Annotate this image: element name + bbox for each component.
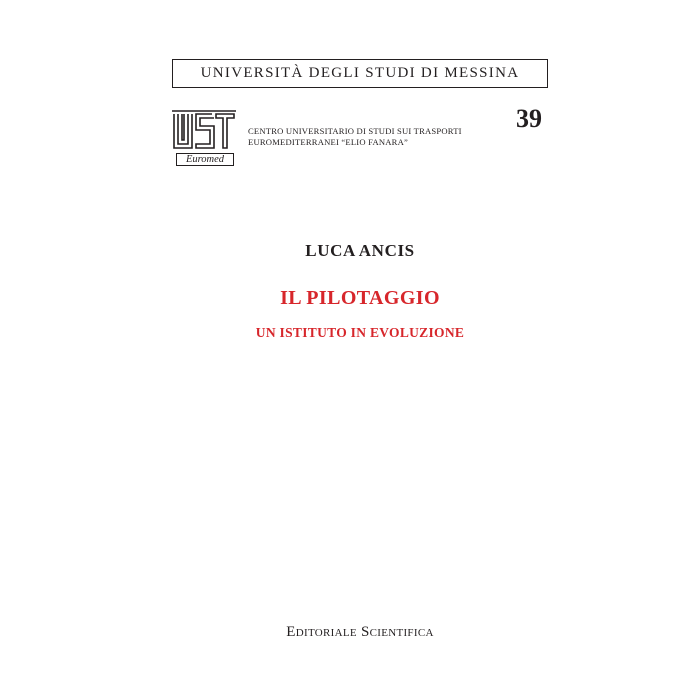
centro-line-1: CENTRO UNIVERSITARIO DI STUDI SUI TRASPORTI (248, 126, 462, 136)
series-number: 39 (516, 104, 542, 133)
book-subtitle: UN ISTITUTO IN EVOLUZIONE (255, 325, 465, 340)
ust-logo-mark (172, 110, 236, 154)
logo-caption-euromed: Euromed (176, 153, 234, 166)
book-title: IL PILOTAGGIO (280, 287, 440, 309)
university-header-box (172, 59, 548, 88)
centro-description (248, 126, 462, 148)
centro-line-2: EUROMEDITERRANEI “ELIO FANARA” (248, 137, 409, 147)
university-name: UNIVERSITÀ DEGLI STUDI DI MESSINA (200, 65, 520, 81)
publisher-name: Editoriale Scientifica (286, 624, 434, 640)
author-name: LUCA ANCIS (305, 241, 415, 260)
